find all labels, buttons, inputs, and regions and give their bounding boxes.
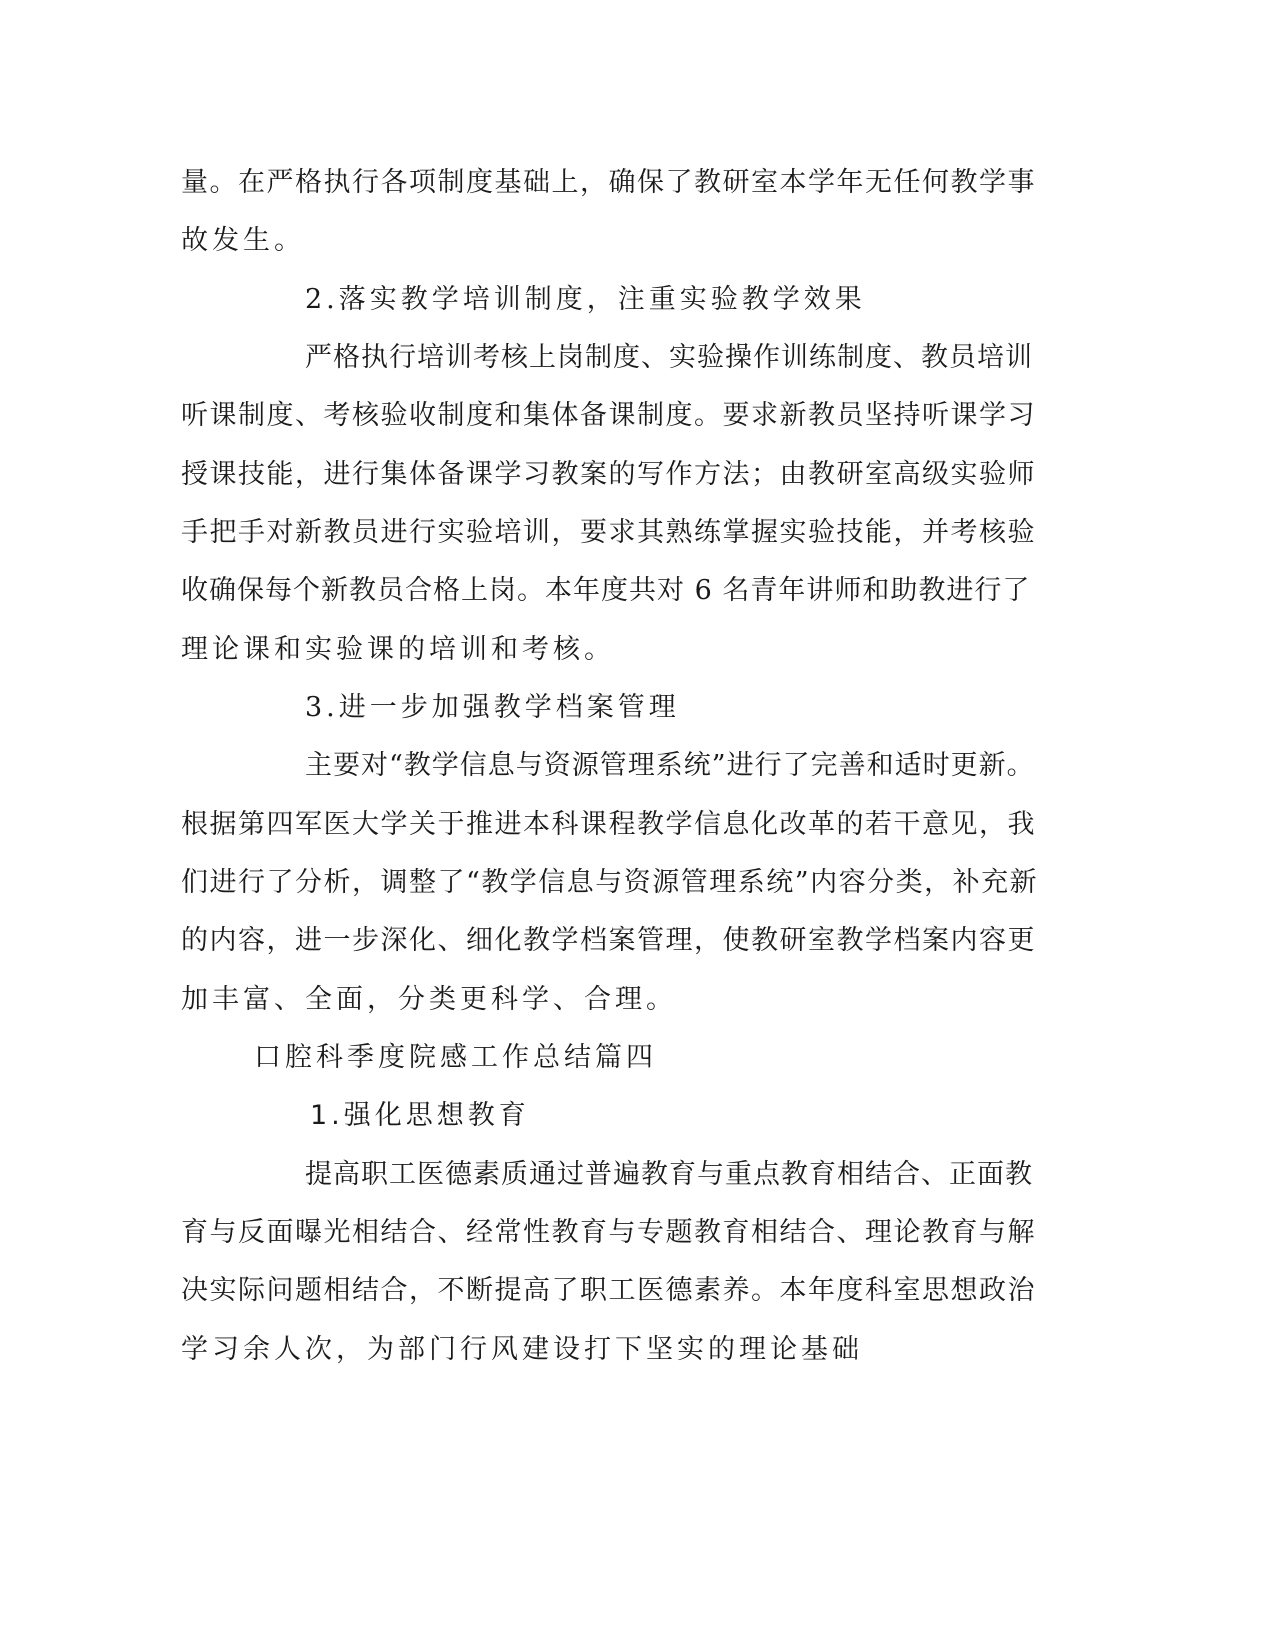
body-text-line: 主要对“教学信息与资源管理系统”进行了完善和适时更新。 xyxy=(305,750,1035,781)
body-text-line: 们进行了分析，调整了“教学信息与资源管理系统”内容分类，补充新 xyxy=(181,867,1039,898)
article-title: 口腔科季度院感工作总结篇四 xyxy=(254,1042,657,1073)
body-text-line: 理论课和实验课的培训和考核。 xyxy=(181,634,615,665)
body-text-line: 根据第四军医大学关于推进本科课程教学信息化改革的若干意见，我 xyxy=(181,809,1036,840)
body-text-line: 严格执行培训考核上岗制度、实验操作训练制度、教员培训 xyxy=(305,342,1033,373)
body-text-line: 育与反面曝光相结合、经常性教育与专题教育相结合、理论教育与解 xyxy=(181,1217,1036,1248)
body-text-line: 听课制度、考核验收制度和集体备课制度。要求新教员坚持听课学习 xyxy=(181,400,1036,431)
body-text-line: 学习余人次，为部门行风建设打下坚实的理论基础 xyxy=(181,1334,863,1365)
section-heading: 3.进一步加强教学档案管理 xyxy=(305,692,680,723)
body-text-line: 手把手对新教员进行实验培训，要求其熟练掌握实验技能，并考核验 xyxy=(181,517,1036,548)
body-text-line: 的内容，进一步深化、细化教学档案管理，使教研室教学档案内容更 xyxy=(181,925,1036,956)
body-text-line: 量。在严格执行各项制度基础上，确保了教研室本学年无任何教学事 xyxy=(181,167,1036,198)
body-text-line: 决实际问题相结合，不断提高了职工医德素养。本年度科室思想政治 xyxy=(181,1275,1036,1306)
section-heading: 1.强化思想教育 xyxy=(310,1100,530,1131)
body-text-line: 收确保每个新教员合格上岗。本年度共对 6 名青年讲师和助教进行了 xyxy=(181,575,1031,606)
body-text-line: 授课技能，进行集体备课学习教案的写作方法；由教研室高级实验师 xyxy=(181,459,1036,490)
body-text-line: 故发生。 xyxy=(181,225,305,256)
body-text-line: 加丰富、全面，分类更科学、合理。 xyxy=(181,984,677,1015)
body-text-line: 提高职工医德素质通过普遍教育与重点教育相结合、正面教 xyxy=(305,1159,1033,1190)
section-heading: 2.落实教学培训制度，注重实验教学效果 xyxy=(305,284,866,315)
